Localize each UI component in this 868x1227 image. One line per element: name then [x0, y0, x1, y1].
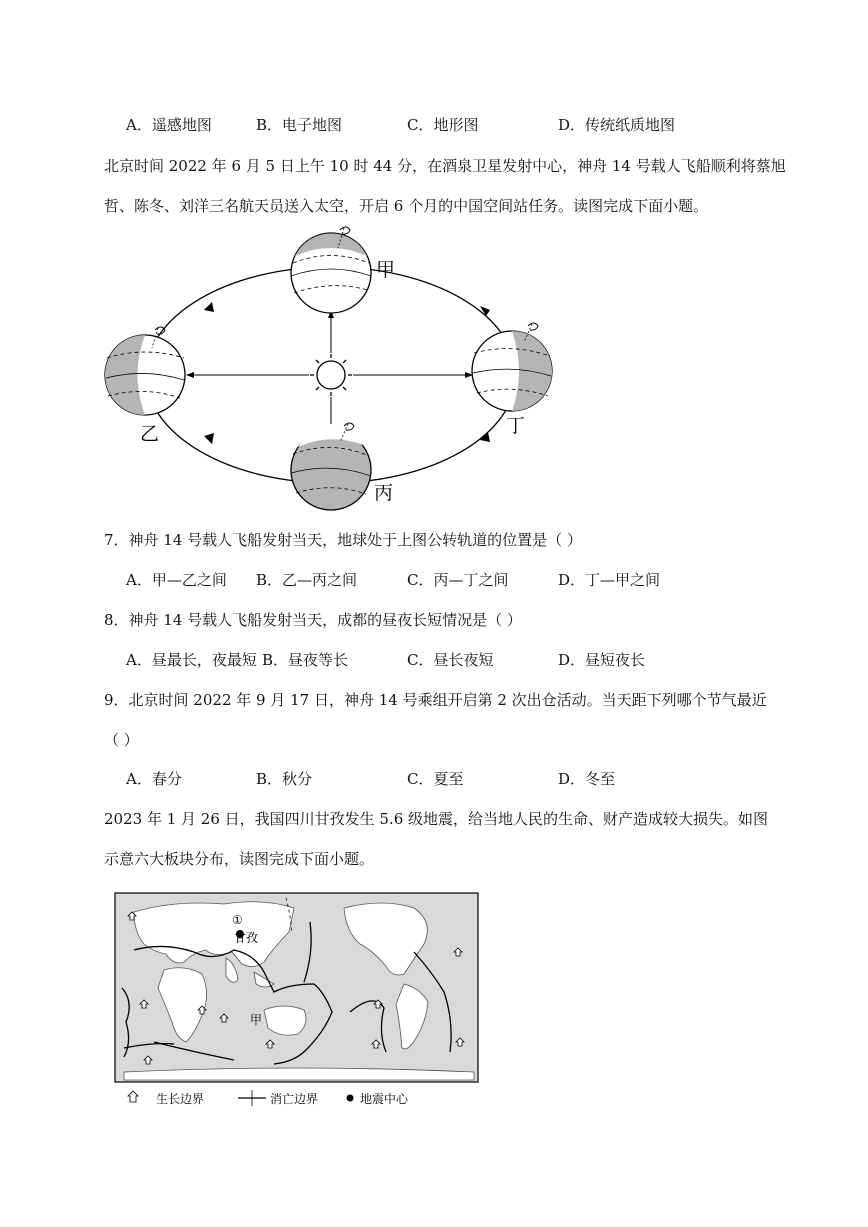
q8-option-c: C．昼长夜短: [407, 651, 494, 669]
label-bing: 丙: [374, 482, 394, 504]
q7-option-a: A．甲—乙之间: [126, 571, 227, 589]
legend-subduction: 消亡边界: [270, 1092, 319, 1106]
q9-option-a: A．春分: [126, 770, 182, 788]
orbit-arrow: [204, 433, 214, 444]
q8-option-a: A．昼最长，夜最短: [126, 651, 257, 669]
orbit-arrow: [480, 432, 490, 442]
legend-epicenter: 地震中心: [360, 1092, 409, 1106]
passage2-line2: 示意六大板块分布，读图完成下面小题。: [104, 850, 375, 868]
q9-option-c: C．夏至: [407, 770, 464, 788]
marker-number: ①: [232, 913, 243, 927]
q9-paren: （ ）: [104, 731, 139, 749]
orbit-arrow: [204, 302, 214, 312]
sun-icon: [310, 354, 352, 396]
q8-option-d: D．昼短夜长: [558, 651, 646, 669]
q8-option-b: B．昼夜等长: [262, 651, 349, 669]
growth-boundary-icon: [128, 1091, 138, 1102]
label-ding: 丁: [506, 415, 526, 437]
globe-jia: [291, 227, 371, 313]
label-yi: 乙: [140, 423, 160, 445]
q9-option-d: D．冬至: [558, 770, 616, 788]
globe-bing: [291, 423, 371, 510]
q9-stem: 9．北京时间 2022 年 9 月 17 日，神舟 14 号乘组开启第 2 次出仓活动。当天距下列哪个节气最近: [104, 691, 767, 709]
marker-place: 甘孜: [234, 931, 259, 945]
passage1-line2: 哲、陈冬、刘洋三名航天员送入太空，开启 6 个月的中国空间站任务。读图完成下面小题。: [104, 197, 709, 215]
q7-stem: 7．神舟 14 号载人飞船发射当天，地球处于上图公转轨道的位置是（ ）: [104, 531, 582, 549]
legend-growth: 生长边界: [156, 1092, 205, 1106]
epicenter-legend-icon: [347, 1095, 354, 1102]
q6-option-b: B．电子地图: [256, 116, 343, 134]
q6-option-d: D．传统纸质地图: [558, 116, 676, 134]
passage2-line1: 2023 年 1 月 26 日，我国四川甘孜发生 5.6 级地震，给当地人民的生命、财产造成较大损失。如图: [104, 810, 769, 828]
subduction-boundary-icon: [238, 1090, 266, 1106]
q6-option-c: C．地形图: [407, 116, 479, 134]
q6-option-a: A．遥感地图: [126, 116, 212, 134]
globe-ding: [472, 323, 552, 411]
globe-yi: [105, 327, 185, 415]
plate-map: [114, 892, 480, 1116]
q8-stem: 8．神舟 14 号载人飞船发射当天，成都的昼夜长短情况是（ ）: [104, 611, 522, 629]
earth-orbit-diagram: [100, 218, 560, 516]
q7-option-b: B．乙—丙之间: [256, 571, 358, 589]
q7-option-d: D．丁—甲之间: [558, 571, 661, 589]
passage1-line1: 北京时间 2022 年 6 月 5 日上午 10 时 44 分，在酒泉卫星发射中心，神舟 14 号载人飞船顺利将蔡旭: [104, 157, 786, 175]
label-jia: 甲: [376, 259, 396, 281]
q9-option-b: B．秋分: [256, 770, 313, 788]
map-label-jia: 甲: [250, 1013, 263, 1027]
q7-option-c: C．丙—丁之间: [407, 571, 509, 589]
map-legend: [128, 1090, 409, 1106]
